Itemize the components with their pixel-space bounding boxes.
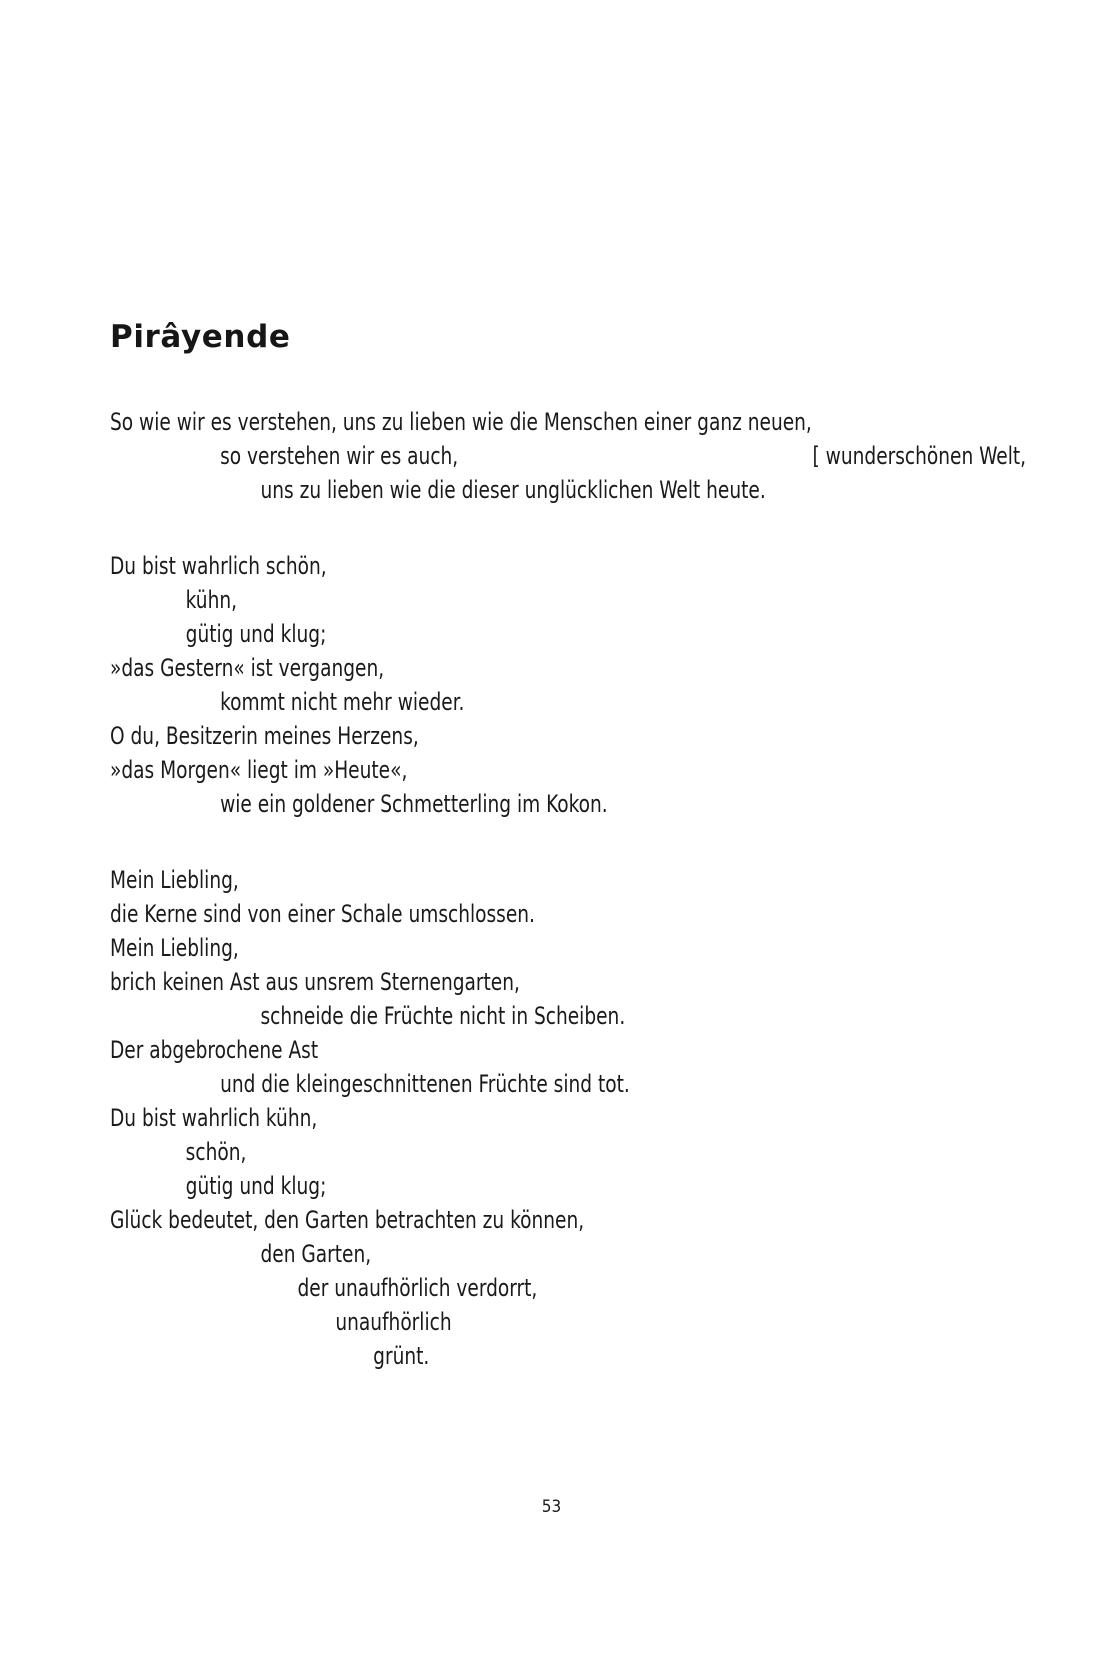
poem-line: Du bist wahrlich schön, xyxy=(110,552,327,580)
poem-line: Mein Liebling, xyxy=(110,866,239,894)
poem-line: kommt nicht mehr wieder. xyxy=(220,688,465,716)
poem-line: Glück bedeutet, den Garten betrachten zu können, xyxy=(110,1206,585,1234)
poem-line: uns zu lieben wie die dieser unglücklichen Welt heute. xyxy=(260,476,766,504)
poem-line: die Kerne sind von einer Schale umschlossen. xyxy=(110,900,535,928)
poem-line: und die kleingeschnittenen Früchte sind tot. xyxy=(220,1070,630,1098)
poem-stanza xyxy=(110,549,1010,821)
poem-line: schneide die Früchte nicht in Scheiben. xyxy=(260,1002,626,1030)
poem-line: gütig und klug; xyxy=(185,1172,327,1200)
poem-line: So wie wir es verstehen, uns zu lieben wie die Menschen einer ganz neuen, xyxy=(110,408,812,436)
poem-line: wie ein goldener Schmetterling im Kokon. xyxy=(220,790,608,818)
poem-body xyxy=(110,405,1027,1373)
poem-line-tail: [ wunderschönen Welt, xyxy=(812,442,1027,470)
page-title: Pirâyende xyxy=(110,318,291,355)
poem-line: O du, Besitzerin meines Herzens, xyxy=(110,722,419,750)
poem-stanza xyxy=(110,405,1027,507)
poem-line: »das Morgen« liegt im »Heute«, xyxy=(110,756,408,784)
poem-line: Du bist wahrlich kühn, xyxy=(110,1104,318,1132)
poem-line xyxy=(110,439,1027,473)
page-number: 53 xyxy=(541,1497,562,1517)
poem-stanza xyxy=(110,863,1010,1373)
poem-line: den Garten, xyxy=(260,1240,372,1268)
poem-line: kühn, xyxy=(185,586,238,614)
poem-line: gütig und klug; xyxy=(185,620,327,648)
poem-line: der unaufhörlich verdorrt, xyxy=(297,1274,538,1302)
poem-line-text: so verstehen wir es auch, xyxy=(220,442,459,470)
poem-line: schön, xyxy=(185,1138,247,1166)
poem-line: Mein Liebling, xyxy=(110,934,239,962)
poem-line: brich keinen Ast aus unsrem Sternengarten, xyxy=(110,968,520,996)
poem-line: »das Gestern« ist vergangen, xyxy=(110,654,385,682)
poem-line: unaufhörlich xyxy=(335,1308,452,1336)
poem-line: Der abgebrochene Ast xyxy=(110,1036,319,1064)
poem-line: grünt. xyxy=(373,1342,430,1370)
